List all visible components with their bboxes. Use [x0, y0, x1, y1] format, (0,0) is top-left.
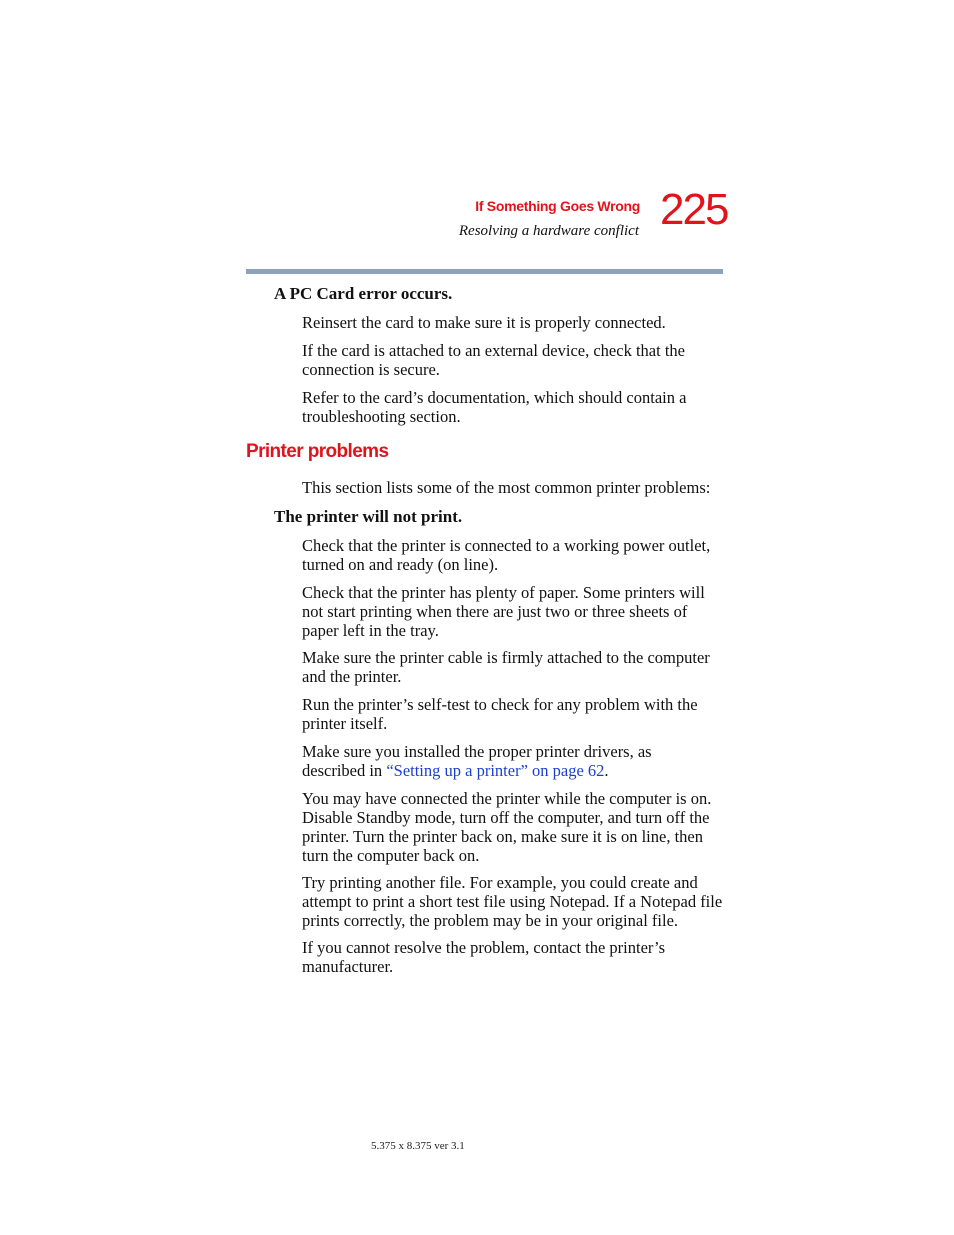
paragraph: If you cannot resolve the problem, contact the printer’s manufacturer. [302, 938, 666, 976]
pc-card-heading: A PC Card error occurs. [274, 284, 453, 303]
paragraph: Reinsert the card to make sure it is properly connected. [302, 313, 666, 332]
cross-reference-link[interactable]: “Setting up a printer” on page 62 [386, 761, 605, 780]
paragraph: Check that the printer is connected to a working power outlet, turned on and ready (on line). [302, 536, 711, 574]
section-subtitle: Resolving a hardware conflict [458, 223, 639, 239]
paragraph: Make sure the printer cable is firmly attached to the computer and the printer. [302, 648, 710, 686]
section-title: Printer problems [246, 441, 389, 462]
page-number: 225 [660, 185, 728, 234]
paragraph: Try printing another file. For example, you could create and attempt to print a short test file using Notepad. If a Notepad file prints correctly, the problem may be in your original file. [302, 873, 723, 930]
paragraph: Run the printer’s self-test to check for any problem with the printer itself. [302, 695, 698, 733]
paragraph: Check that the printer has plenty of paper. Some printers will not start printing when there are just two or three sheets of paper left in the tray. [302, 583, 705, 640]
paragraph: If the card is attached to an external device, check that the connection is secure. [302, 341, 685, 379]
paragraph: You may have connected the printer while the computer is on. Disable Standby mode, turn off the computer, and turn off the printer. Turn the printer back on, make sure it is on line, then turn the computer back on. [302, 789, 712, 865]
footer-version: 5.375 x 8.375 ver 3.1 [371, 1140, 465, 1152]
paragraph-drivers [302, 742, 702, 780]
printer-heading: The printer will not print. [274, 507, 463, 526]
header-rule [246, 269, 723, 274]
chapter-title: If Something Goes Wrong [475, 198, 640, 214]
paragraph: This section lists some of the most common printer problems: [302, 478, 711, 497]
drivers-text: Make sure you installed the proper printer drivers, as described in [302, 742, 652, 780]
drivers-text-end: . [604, 761, 609, 780]
paragraph: Refer to the card’s documentation, which should contain a troubleshooting section. [302, 388, 687, 426]
